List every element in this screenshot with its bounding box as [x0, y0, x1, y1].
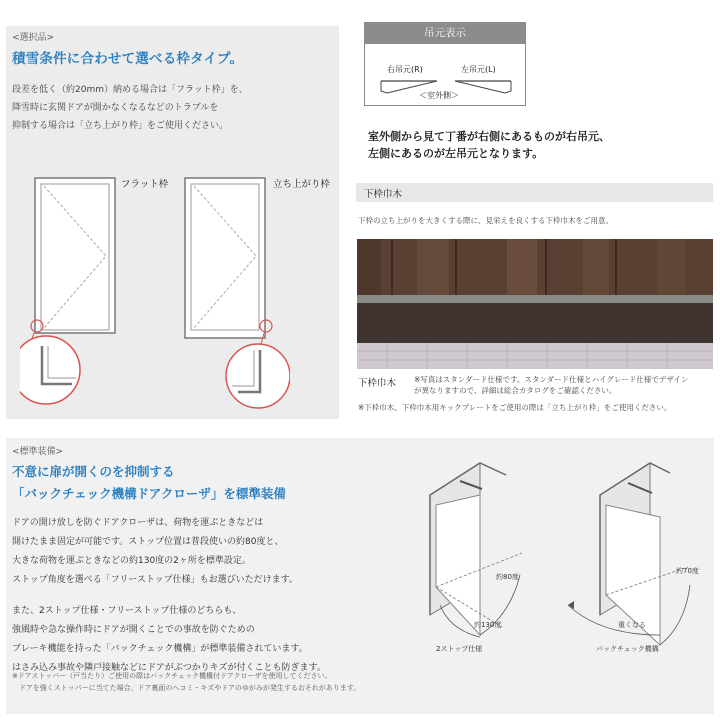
sill-note-line: が異なりますので、詳細は総合カタログをご確認ください。 [414, 386, 617, 395]
frame-body-line: 抑制する場合は「立ち上がり枠」をご使用ください。 [12, 121, 229, 131]
sill-note [414, 374, 688, 396]
frame-body-line: 降雪時に玄関ドアが開かなくなるなどのトラブルを [12, 103, 219, 113]
closer-heading-1: 不意に扉が開くのを抑制する [12, 464, 175, 479]
sill-section-title: 下枠巾木 [364, 189, 403, 200]
raised-frame-label: 立ち上がり枠 [273, 179, 331, 190]
hinge-description-line: 左側にあるのが左吊元となります。 [368, 147, 544, 160]
angle-80-label: 約80度 [496, 573, 519, 581]
sill-intro: 下枠の立ち上がりを大きくする際に、見栄えを良くする下枠巾木をご用意。 [358, 216, 613, 225]
closer-body-line: はさみ込み事故や隣戸接触などにドアがぶつかりキズが付くことも防ぎます。 [12, 663, 326, 673]
sill-section-bar [356, 183, 713, 202]
frame-body-line: 段差を低く（約20mm）納める場合は「フラット枠」を、 [12, 85, 248, 95]
back-check-caption: バックチェック機構 [596, 645, 659, 653]
angle-70-label: 約70度 [676, 567, 699, 575]
hinge-box [364, 22, 526, 106]
hinge-description-line: 室外側から見て丁番が右側にあるものが右吊元、 [368, 130, 610, 143]
selection-tag: <選択品> [12, 33, 55, 43]
closer-body [12, 514, 326, 678]
raised-frame-illustration [180, 170, 290, 410]
sill-note-line: ※写真はスタンダード仕様です。スタンダード仕様とハイグレード仕様でデザイン [414, 375, 689, 384]
closer-footnote: ドアを強くストッパーに当てた場合、ドア裏面のヘコミ・キズやドアのゆがみが発生するおそれがあります。 [12, 684, 361, 692]
closer-body-line: また、2ストップ仕様・フリーストップ仕様のどちらも、 [12, 606, 242, 616]
flat-frame-illustration [20, 170, 130, 410]
frame-body [12, 81, 248, 135]
hinge-description [368, 128, 610, 162]
closer-body-line: 強風時や急な操作時にドアが開くことでの事故を防ぐための [12, 625, 255, 635]
sill-photo-label: 下枠巾木 [358, 378, 397, 389]
standard-tag: <標準装備> [12, 447, 64, 457]
sill-kickplate-note: ※下枠巾木、下枠巾木用キックプレートをご使用の際は「立ち上がり枠」をご使用ください。 [358, 403, 672, 412]
closer-footnotes [12, 670, 360, 694]
closer-body-spacer [12, 590, 326, 602]
closer-heading-2: 「バックチェック機構ドアクローザ」を標準装備 [12, 486, 286, 501]
flat-frame-label: フラット枠 [121, 179, 169, 190]
hinge-right-label: 右吊元(R) [387, 65, 423, 74]
hinge-left-label: 左吊元(L) [461, 65, 496, 74]
sill-photo [357, 239, 713, 369]
closer-body-line: ブレーキ機能を持った「バックチェック機構」が標準装備されています。 [12, 644, 308, 654]
hinge-title: 吊元表示 [365, 23, 525, 44]
hinge-outside-label: ＜室外側＞ [419, 91, 459, 100]
closer-body-line: 開けたまま固定が可能です。ストップ位置は普段使いの約80度と、 [12, 537, 284, 547]
heavy-label: 重くなる [618, 621, 646, 629]
angle-130-label: 約130度 [474, 621, 502, 629]
frame-heading: 積雪条件に合わせて選べる枠タイプ。 [12, 51, 244, 67]
closer-body-line: 大きな荷物を運ぶときなどの約130度の2ヶ所を標準設定。 [12, 556, 251, 566]
closer-body-line: ストップ角度を選べる「フリーストップ仕様」もお選びいただけます。 [12, 575, 298, 585]
two-stop-caption: 2ストップ仕様 [436, 645, 483, 653]
closer-body-line: ドアの開け放しを防ぐドアクローザは、荷物を運ぶときなどは [12, 518, 264, 528]
closer-footnote: ※ドアストッパー（戸当たり）ご使用の際はバックチェック機構付ドアクローザを使用してください。 [12, 672, 332, 680]
